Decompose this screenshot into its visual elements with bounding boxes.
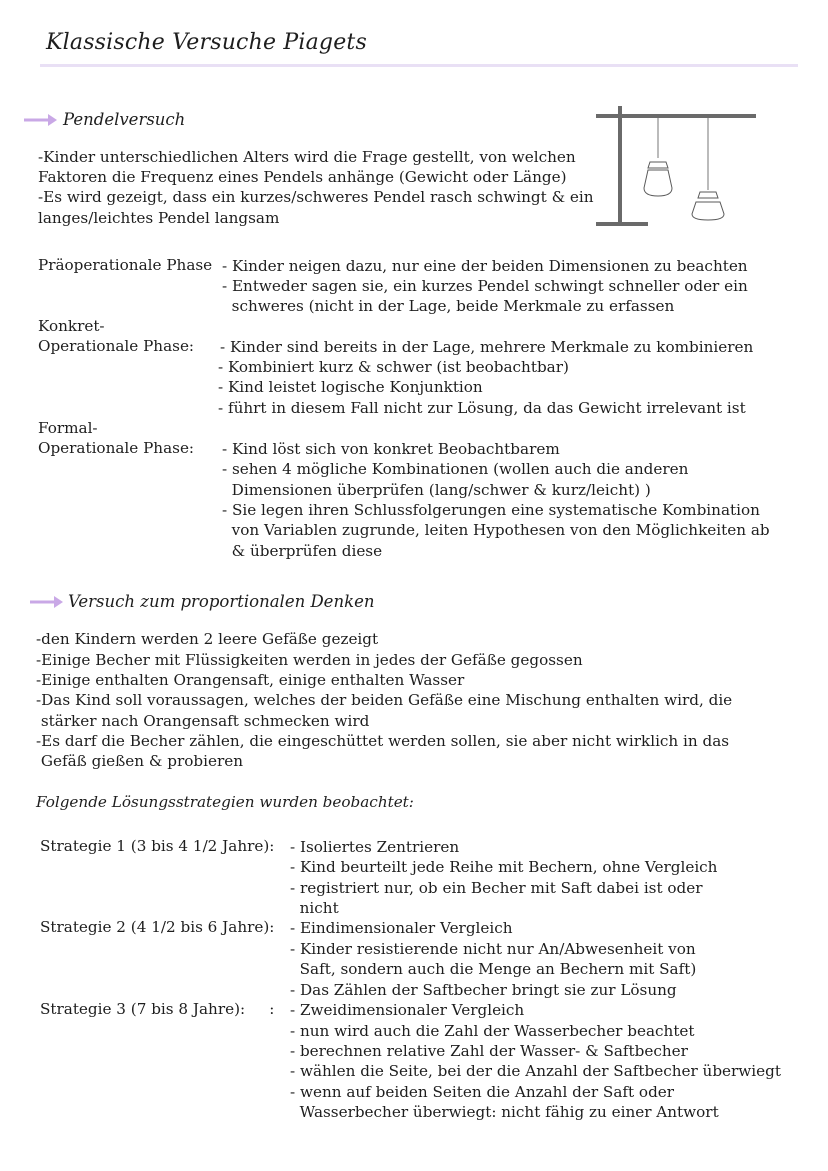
strategy-label: Strategie 2 (4 1/2 bis 6 Jahre): bbox=[40, 918, 275, 936]
section-heading-proportional: Versuch zum proportionalen Denken bbox=[68, 592, 375, 611]
strategy-line: - Das Zählen der Saftbecher bringt sie zur Lösung bbox=[290, 981, 677, 999]
strategy-line: Saft, sondern auch die Menge an Bechern mit Saft) bbox=[290, 960, 697, 978]
phase-line: - Kinder sind bereits in der Lage, mehrere Merkmale zu kombinieren bbox=[220, 338, 754, 356]
arrow-right-icon bbox=[24, 112, 58, 128]
strategy-label: Strategie 3 (7 bis 8 Jahre): : bbox=[40, 1000, 275, 1018]
strategy-line: - wenn auf beiden Seiten die Anzahl der Saft oder bbox=[290, 1083, 675, 1101]
strategy-line: - registriert nur, ob ein Becher mit Saft dabei ist oder bbox=[290, 879, 703, 897]
proportional-intro-line: -den Kindern werden 2 leere Gefäße gezeigt bbox=[36, 630, 379, 648]
proportional-intro-line: -Das Kind soll voraussagen, welches der beiden Gefäße eine Mischung enthalten wird, die bbox=[36, 691, 733, 709]
strategy-line: - wählen die Seite, bei der die Anzahl der Saftbecher überwiegt bbox=[290, 1062, 781, 1080]
strategy-line: - berechnen relative Zahl der Wasser- & Saftbecher bbox=[290, 1042, 688, 1060]
strategy-label: Strategie 1 (3 bis 4 1/2 Jahre): bbox=[40, 837, 275, 855]
pendel-intro-line: langes/leichtes Pendel langsam bbox=[38, 209, 280, 227]
phase-line: - Kind leistet logische Konjunktion bbox=[218, 378, 483, 396]
phase-label-konkret: Operationale Phase: bbox=[38, 337, 195, 355]
pendel-intro-line: Faktoren die Frequenz eines Pendels anhänge (Gewicht oder Länge) bbox=[38, 168, 567, 186]
pendulum-illustration bbox=[588, 100, 788, 230]
phase-line: Dimensionen überprüfen (lang/schwer & kurz/leicht) ) bbox=[222, 481, 651, 499]
strategy-line: - Zweidimensionaler Vergleich bbox=[290, 1001, 525, 1019]
phase-line: - Entweder sagen sie, ein kurzes Pendel schwingt schneller oder ein bbox=[222, 277, 748, 295]
pendel-intro-line: -Es wird gezeigt, dass ein kurzes/schweres Pendel rasch schwingt & ein bbox=[38, 188, 594, 206]
phase-line: - Sie legen ihren Schlussfolgerungen eine systematische Kombination bbox=[222, 501, 760, 519]
phase-line: - Kind löst sich von konkret Beobachtbarem bbox=[222, 440, 560, 458]
phase-line: - Kombiniert kurz & schwer (ist beobachtbar) bbox=[218, 358, 569, 376]
section-heading-pendel: Pendelversuch bbox=[63, 110, 186, 129]
strategy-line: Wasserbecher überwiegt: nicht fähig zu einer Antwort bbox=[290, 1103, 719, 1121]
proportional-intro-line: Gefäß gießen & probieren bbox=[36, 752, 243, 770]
phase-line: - sehen 4 mögliche Kombinationen (wollen auch die anderen bbox=[222, 460, 689, 478]
strategies-heading: Folgende Lösungsstrategien wurden beobachtet: bbox=[36, 793, 414, 811]
phase-label-formal: Formal- bbox=[38, 419, 98, 437]
strategy-line: nicht bbox=[290, 899, 339, 917]
arrow-right-icon bbox=[30, 594, 64, 610]
strategy-line: - Isoliertes Zentrieren bbox=[290, 838, 460, 856]
phase-line: - Kinder neigen dazu, nur eine der beiden Dimensionen zu beachten bbox=[222, 257, 748, 275]
strategy-line: - nun wird auch die Zahl der Wasserbecher beachtet bbox=[290, 1022, 695, 1040]
strategy-line: - Kinder resistierende nicht nur An/Abwesenheit von bbox=[290, 940, 696, 958]
strategy-line: - Kind beurteilt jede Reihe mit Bechern, ohne Vergleich bbox=[290, 858, 718, 876]
phase-label-praeoperational: Präoperationale Phase bbox=[38, 256, 213, 274]
pendel-intro-line: -Kinder unterschiedlichen Alters wird die Frage gestellt, von welchen bbox=[38, 148, 576, 166]
proportional-intro-line: -Es darf die Becher zählen, die eingeschüttet werden sollen, sie aber nicht wirklich in das bbox=[36, 732, 730, 750]
title-underline bbox=[40, 64, 798, 67]
phase-line: - führt in diesem Fall nicht zur Lösung, da das Gewicht irrelevant ist bbox=[218, 399, 746, 417]
proportional-intro-line: -Einige enthalten Orangensaft, einige enthalten Wasser bbox=[36, 671, 465, 689]
phase-line: & überprüfen diese bbox=[222, 542, 383, 560]
proportional-intro-line: -Einige Becher mit Flüssigkeiten werden in jedes der Gefäße gegossen bbox=[36, 651, 583, 669]
phase-label-konkret: Konkret- bbox=[38, 317, 105, 335]
page-title: Klassische Versuche Piagets bbox=[46, 30, 367, 55]
phase-label-formal: Operationale Phase: bbox=[38, 439, 195, 457]
phase-line: von Variablen zugrunde, leiten Hypothesen von den Möglichkeiten ab bbox=[222, 521, 770, 539]
proportional-intro-line: stärker nach Orangensaft schmecken wird bbox=[36, 712, 370, 730]
strategy-line: - Eindimensionaler Vergleich bbox=[290, 919, 513, 937]
phase-line: schweres (nicht in der Lage, beide Merkmale zu erfassen bbox=[222, 297, 675, 315]
